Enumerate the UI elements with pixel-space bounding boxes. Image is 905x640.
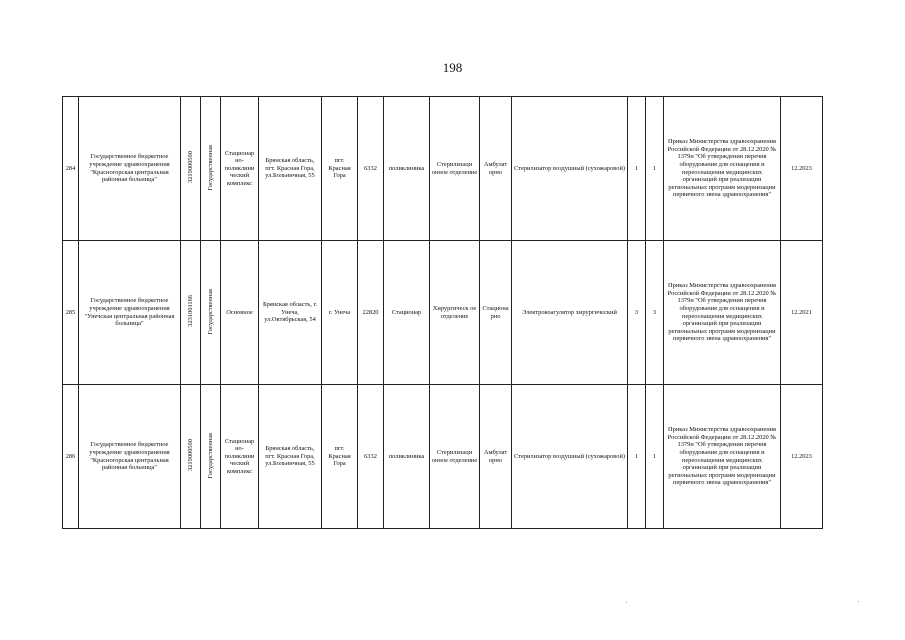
department-cell-text: Стерилизаци онное отделение [431, 160, 478, 176]
quantity-cell [628, 241, 646, 385]
inn-cell [181, 385, 201, 529]
care-form-cell [480, 241, 512, 385]
building-type-cell [221, 241, 259, 385]
equipment-registry-table [62, 96, 823, 529]
equipment-name-cell-text: Стерилизатор воздушный (сухожаровой) [513, 164, 626, 172]
inn-cell-text: 3219000590 [186, 439, 194, 472]
address-cell-text: Брянская область, пгт. Красная Гора, ул.Больничная, 55 [265, 157, 315, 180]
facility-cell-text: поликлиника [388, 164, 425, 172]
legal-basis-cell [664, 97, 781, 241]
row-number-cell [63, 97, 79, 241]
care-form-cell [480, 97, 512, 241]
inn-cell [181, 241, 201, 385]
row-number-cell [63, 385, 79, 529]
care-form-cell-text: Стациона рно [482, 304, 509, 320]
row-number-cell-text: 286 [65, 452, 76, 460]
department-cell [430, 241, 480, 385]
care-form-cell [480, 385, 512, 529]
date-cell-text: 12.2021 [791, 308, 812, 316]
date-cell [781, 385, 823, 529]
address-cell [259, 97, 322, 241]
page-number: 198 [442, 60, 463, 75]
date-cell [781, 241, 823, 385]
code-cell [358, 241, 384, 385]
facility-cell [384, 241, 430, 385]
row-number-cell-text: 285 [65, 308, 76, 316]
date-cell-text: 12.2023 [791, 164, 812, 172]
scan-speck [858, 601, 859, 602]
legal-basis-cell-text: Приказ Министерства здравоохранения Российской Федерации от 28.12.2020 № 1379н "Об утверждении перечня оборудования для оснащения и переоснащения медицинских организаций при реализации региональных программ модернизации первичного звена здравоохранения" [667, 138, 777, 199]
date-cell [781, 97, 823, 241]
locality-cell-text: г. Унеча [328, 308, 351, 316]
address-cell-text: Брянская область, пгт. Красная Гора, ул.Больничная, 55 [265, 445, 315, 468]
building-type-cell-text: Стационар но-поликлини ческий комплекс [224, 437, 255, 475]
legal-basis-cell [664, 385, 781, 529]
quantity-cell [646, 385, 664, 529]
department-cell-text: Хирургическ ое отделение [432, 304, 477, 320]
table-row [63, 241, 823, 385]
ownership-cell-text: Государственная [206, 288, 214, 334]
date-cell-text: 12.2023 [791, 452, 812, 460]
organization-cell [79, 97, 181, 241]
code-cell-text: 6332 [364, 164, 377, 172]
row-number-cell [63, 241, 79, 385]
code-cell-text: 22820 [362, 308, 379, 316]
building-type-cell-text: Основное [226, 308, 253, 316]
quantity-cell-text: 3 [652, 308, 657, 316]
equipment-name-cell-text: Стерилизатор воздушный (сухожаровой) [513, 452, 626, 460]
legal-basis-cell [664, 241, 781, 385]
ownership-cell-text: Государственная [206, 432, 214, 478]
quantity-cell-text: 1 [634, 164, 639, 172]
scan-speck [626, 602, 627, 603]
legal-basis-cell-text: Приказ Министерства здравоохранения Российской Федерации от 28.12.2020 № 1379н "Об утверждении перечня оборудования для оснащения и переоснащения медицинских организаций при реализации региональных программ модернизации первичного звена здравоохранения" [667, 426, 777, 487]
code-cell [358, 97, 384, 241]
code-cell-text: 6332 [364, 452, 377, 460]
code-cell [358, 385, 384, 529]
address-cell [259, 385, 322, 529]
inn-cell-text: 3219000590 [186, 151, 194, 184]
organization-cell-text: Государственное бюджетное учреждение здравоохранения "Красногорская центральная районная больница" [89, 153, 170, 184]
row-number-cell-text: 284 [65, 164, 76, 172]
inn-cell [181, 97, 201, 241]
building-type-cell [221, 97, 259, 241]
ownership-cell [201, 385, 221, 529]
locality-cell [322, 97, 358, 241]
quantity-cell-text: 1 [652, 164, 657, 172]
inn-cell-text: 3231001166 [186, 295, 194, 328]
organization-cell-text: Государственное бюджетное учреждение здравоохранения "Унечская центральная районная больница" [84, 297, 175, 328]
building-type-cell [221, 385, 259, 529]
locality-cell [322, 241, 358, 385]
locality-cell [322, 385, 358, 529]
quantity-cell-text: 3 [634, 308, 639, 316]
equipment-name-cell-text: Электрокоагулятор хирургический [522, 308, 617, 316]
organization-cell [79, 241, 181, 385]
organization-cell-text: Государственное бюджетное учреждение здравоохранения "Красногорская центральная районная больница" [89, 441, 170, 472]
department-cell [430, 385, 480, 529]
locality-cell-text: пгт. Красная Гора [328, 157, 351, 180]
quantity-cell [646, 97, 664, 241]
table-row [63, 97, 823, 241]
table-row [63, 385, 823, 529]
equipment-name-cell [512, 241, 628, 385]
locality-cell-text: пгт. Красная Гора [328, 445, 351, 468]
facility-cell-text: поликлиника [388, 452, 425, 460]
quantity-cell-text: 1 [634, 452, 639, 460]
facility-cell [384, 97, 430, 241]
quantity-cell-text: 1 [652, 452, 657, 460]
quantity-cell [646, 241, 664, 385]
ownership-cell [201, 97, 221, 241]
equipment-name-cell [512, 97, 628, 241]
ownership-cell [201, 241, 221, 385]
ownership-cell-text: Государственная [206, 144, 214, 190]
department-cell-text: Стерилизаци онное отделение [431, 448, 478, 464]
facility-cell [384, 385, 430, 529]
address-cell-text: Брянская область, г. Унеча, ул.Октябрьская, 54 [263, 301, 317, 324]
quantity-cell [628, 97, 646, 241]
equipment-name-cell [512, 385, 628, 529]
care-form-cell-text: Амбулат орно [483, 160, 508, 176]
organization-cell [79, 385, 181, 529]
building-type-cell-text: Стационар но-поликлини ческий комплекс [224, 149, 255, 187]
address-cell [259, 241, 322, 385]
department-cell [430, 97, 480, 241]
quantity-cell [628, 385, 646, 529]
facility-cell-text: Стационар [391, 308, 422, 316]
care-form-cell-text: Амбулат орно [483, 448, 508, 464]
legal-basis-cell-text: Приказ Министерства здравоохранения Российской Федерации от 28.12.2020 № 1379н "Об утверждении перечня оборудования для оснащения и переоснащения медицинских организаций при реализации региональных программ модернизации первичного звена здравоохранения" [667, 282, 777, 343]
